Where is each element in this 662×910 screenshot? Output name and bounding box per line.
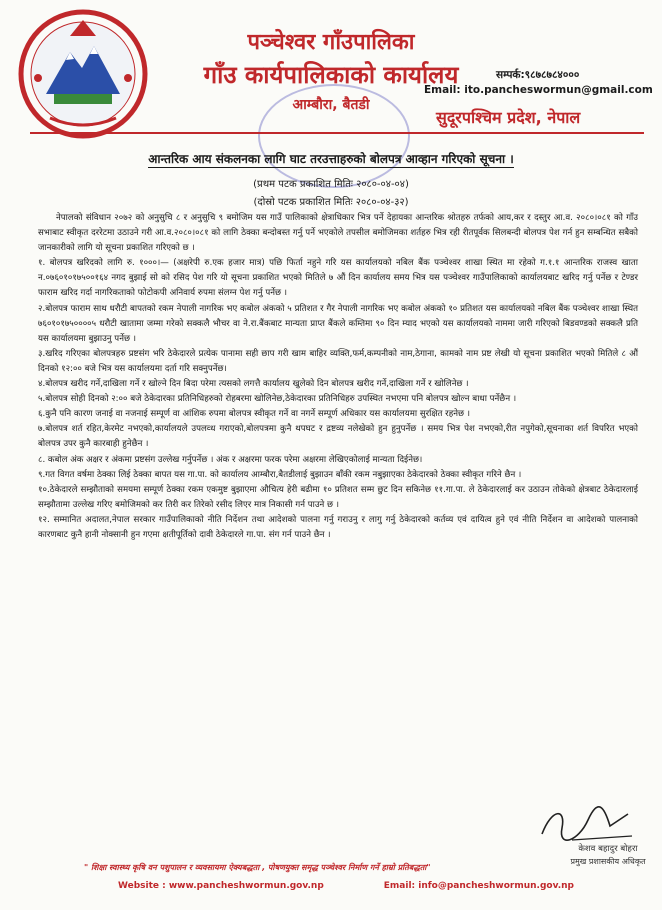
notice-body xyxy=(38,211,638,543)
footer-links xyxy=(118,881,574,891)
notice-intro: नेपालको संविधान २०७२ को अनुसुचि ८ र अनुसुचि ९ बमोजिम यस गाउँ पालिकाको क्षेत्राधिकार भित्र पर्ने देहायका आन्तरिक श्रोतहरु तर्फको आय,कर र दस्तुर आ.व. २०८०।०८१ को गाँउ सभाबाट स्वीकृत दररेटमा उठाउने गरी आ.व.२०८०।०८१ को लागि ठेक्का बन्दोबस्त गर्नु पर्ने भएकोले तपसील बमोजिमका शर्तहरु भित्र रही रीतपूर्वक सिलबन्दी बोलपत्र पेश गर्न हुन सम्बन्धित सबैको जानकारीको लागि यो सूचना प्रकाशित गरिएको छ । xyxy=(38,213,638,254)
clause-1: १. बोलपत्र खरिदको लागि रु. १०००।— (अक्षरेपी रु.एक हजार मात्र) पछि फिर्ता नहुने गरि यस कार्यालयको नबिल बैंक पञ्चेश्वर शाखा स्थित मा रहेको ग.१.१ आन्तरिक राजस्व खाता न.०७६०१०१७५००१६४ नगद बुझाई सो को रसिद पेश गरि यो सूचना प्रकाशित भएको मितिले ७ औं दिन कार्यालय समय भित्र यस पञ्चेश्वर गाउँपालिकाको कार्यालयबाट खरिद गर्नु पर्नेछ र टेण्डर फाराम खरिद गर्दा नागरिकताको फोटोकपी अनिवार्य रुपमा संलग्न पेश गर्नु पर्नेछ । xyxy=(38,258,638,299)
notice-title xyxy=(0,150,662,167)
clause-10-11: १०.ठेकेदारले सम्झौताको समयमा सम्पूर्ण ठेक्का रकम एकमुष्ट बुझाएमा औचित्य हेरी बढीमा १० प्रतिशत सम्म छुट दिन सकिनेछ ११.गा.पा. ले ठेकेदारलाई कर उठाउन तोकेको क्षेत्रबाट ठेकेदारलाई सम्झौतामा उल्लेख गरिए बमोजिमको कर तिरी कर तिरेको रसीद लिएर मात्र निकासी गर्न पाउने छ । xyxy=(38,484,638,510)
second-published-date: (दोस्रो पटक प्रकाशित मितिः २०८०-०४-३२) xyxy=(253,197,409,208)
signatory-designation: प्रमुख प्रशासकीय अधिकृत xyxy=(570,857,646,866)
clause-3: ३.खरिद गरिएका बोलपत्रहरु प्रष्टसंग भरि ठेकेदारले प्रत्येक पानामा सही छाप गरी खाम बाहिर व्यक्ति,फर्म,कम्पनीको नाम,ठेगाना, कामको नाम प्रष्ट लेखी यो सूचना प्रकाशित भएको मितिले ८ औं दिनको १२:०० बजे भित्र यस कार्यालयमा दर्ता गरि सक्नुपर्नेछ। xyxy=(38,348,638,374)
clause-4: ४.बोलपत्र खरीद गर्ने,दाखिला गर्ने र खोल्ने दिन बिदा परेमा त्यसको लगत्तै कार्यालय खुलेको दिन बोलपत्र खरीद गर्ने,दाखिला गर्ने र खोलिनेछ । xyxy=(38,379,469,390)
municipality-name: पञ्चेश्वर गाँउपालिका xyxy=(247,30,415,55)
province-name: सुदूरपश्चिम प्रदेश, नेपाल xyxy=(436,108,581,127)
clause-7: ७.बोलपत्र शर्त रहित,केरमेट नभएको,कार्यालयले उपलव्ध गराएको,बोलपत्रमा कुनै थपघट र द्रष्टव्य नलेखेको हुन हुनुपर्नेछ । समय भित्र पेश नभएको,रीत नपुगेको,सूचनाका शर्त विपरित भएको बोलपत्र उपर कुनै कारबाही हुनेछैन । xyxy=(38,424,638,450)
footer-slogan: " शिक्षा स्वास्थ्य कृषि वन पशुपालन र व्यवसायमा ऐक्यबद्धता , पोषणयुक्त समृद्ध पञ्चेश्वर निर्माण गर्ने हाम्रो प्रतिबद्धता" xyxy=(84,863,431,872)
footer-email-link[interactable]: Email: info@pancheshwormun.gov.np xyxy=(383,881,574,891)
first-published-date: (प्रथम पटक प्रकाशित मितिः २०८०-०४-०४) xyxy=(253,179,409,190)
office-location: आम्बौरा, बैतडी xyxy=(292,97,370,113)
header-divider xyxy=(30,132,644,134)
contact-phone: सम्पर्क:९८७८७८४००० xyxy=(496,69,580,81)
website-link[interactable]: Website : www.pancheshwormun.gov.np xyxy=(118,881,324,891)
clause-5: ५.बोलपत्र सोही दिनको २:०० बजे ठेकेदारका प्रतिनिधिहरुको रोहबरमा खोलिनेछ,ठेकेदारका प्रतिनिधिहरु उपस्थित नभएमा पनि बोलपत्र खोल्न बाधा पर्नेछैन । xyxy=(38,394,517,405)
clause-9: ९.गत विगत वर्षमा ठेक्का लिई ठेक्का बापत यस गा.पा. को कार्यालय आम्बौरा,बैतडीलाई बुझाउन बाँकी रकम नबुझाएका ठेकेदारको ठेक्का स्वीकृत गरिने छैन । xyxy=(38,469,522,480)
clause-2: २.बोलपत्र फाराम साथ धरौटी बापतको रकम नेपाली नागरिक भए कबोल अंकको ५ प्रतिशत र गैर नेपाली नागरिक भए कबोल अंकको १० प्रतिशत यस कार्यालयको नबिल बैंक पञ्चेश्वर शाखा स्थित ७६०१०१७५००००५ धरौटी खातामा जम्मा गरेको सक्कलै भौचर वा ने.रा.बैंकबाट मान्यता प्राप्त बैंकले कम्तिमा ९० दिन म्याद भएको यस कार्यालयको नाममा जारी गरिएको बिडवण्डको सक्कलै प्रति यस कार्यालयमा बुझाउनु पर्नेछ । xyxy=(38,303,638,344)
signatory-name: केशव बहादुर बोहरा xyxy=(578,844,638,854)
contact-email: Email: ito.pancheswormun@gmail.com xyxy=(424,84,653,96)
clause-12: १२. सम्मानित अदालत,नेपाल सरकार गाउँपालिकाको नीति निर्देशन तथा आदेशको पालना गर्नु गराउनु र लागु गर्नु ठेकेदारको कर्तव्य एवं दायित्व हुने एवं नीति निर्देशन वा आदेशको पालनाको कारणबाट कुनै हानी नोक्सानी हुन गएमा क्षतीपूर्तिको दावी ठेकेदारले गा.पा. संग गर्न पाउने छैन । xyxy=(38,514,638,540)
office-name: गाँउ कार्यपालिकाको कार्यालय xyxy=(203,61,459,89)
clause-6: ६.कुनै पनि कारण जनाई वा नजनाई सम्पूर्ण वा आंशिक रुपमा बोलपत्र स्वीकृत गर्ने वा नगर्ने सम्पूर्ण अधिकार यस कार्यालयमा सुरक्षित रहनेछ । xyxy=(38,409,471,420)
notice-title-text: आन्तरिक आय संकलनका लागि घाट तरउत्ताहरुको बोलपत्र आव्हान गरिएको सूचना । xyxy=(148,152,514,166)
clause-8: ८. कबोल अंक अक्षर र अंकमा प्रष्टसंग उल्लेख गर्नुपर्नेछ । अंक र अक्षरमा फरक परेमा अक्षरमा लेखिएकोलाई मान्यता दिईनेछ। xyxy=(38,454,423,465)
